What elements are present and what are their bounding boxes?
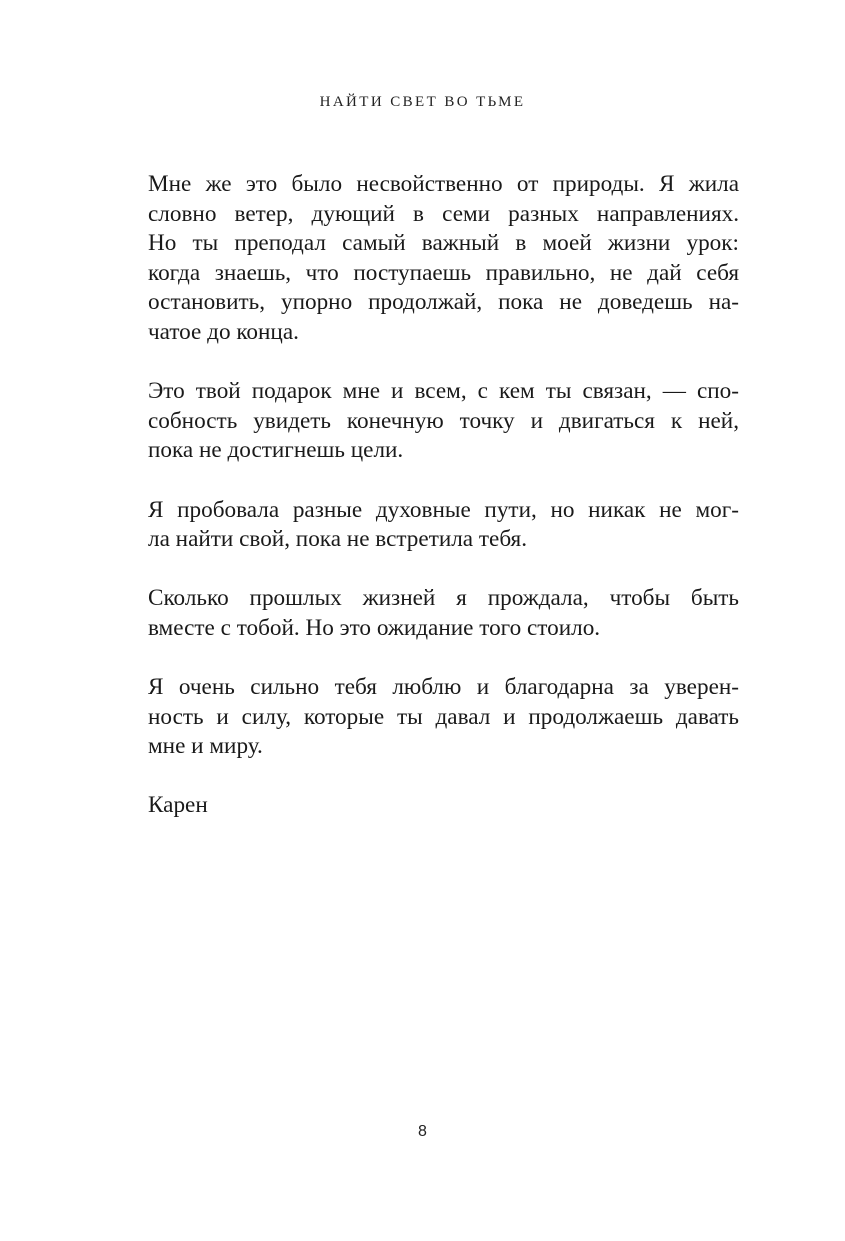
text-line: пока не достигнешь цели.: [148, 437, 404, 464]
text-line: ла найти свой, пока не встретила тебя.: [148, 526, 528, 553]
paragraph-4: [148, 584, 739, 643]
body-text: [148, 170, 739, 821]
text-line: вместе с тобой. Но это ожидание того стоило.: [148, 614, 601, 641]
text-line: остановить, упорно продолжай, пока не доведешь на-: [148, 289, 739, 316]
paragraph-5: [148, 673, 739, 762]
signature: Карен: [148, 792, 208, 819]
text-line: Мне же это было несвойственно от природы. Я жила: [148, 171, 739, 197]
text-line: Это твой подарок мне и всем, с кем ты связан, — спо-: [148, 378, 739, 405]
text-line: Сколько прошлых жизней я прождала, чтобы быть: [148, 585, 739, 612]
paragraph-3: [148, 496, 739, 555]
text-line: словно ветер, дующий в семи разных направлениях.: [148, 200, 739, 227]
text-line: Я пробовала разные духовные пути, но никак не мог-: [148, 496, 739, 523]
running-head: НАЙТИ СВЕТ ВО ТЬМЕ: [319, 94, 526, 110]
text-line: Но ты преподал самый важный в моей жизни урок:: [148, 230, 739, 257]
text-line: когда знаешь, что поступаешь правильно, не дай себя: [148, 259, 739, 286]
text-line: собность увидеть конечную точку и двигаться к ней,: [148, 407, 739, 434]
text-line: Я очень сильно тебя люблю и благодарна за уверен-: [148, 674, 739, 701]
text-line: ность и силу, которые ты давал и продолжаешь давать: [148, 703, 739, 730]
paragraph-1: [148, 170, 739, 348]
paragraph-2: [148, 377, 739, 466]
text-line: мне и миру.: [148, 733, 263, 760]
page-number: 8: [418, 1123, 427, 1140]
text-line: чатое до конца.: [148, 318, 299, 345]
